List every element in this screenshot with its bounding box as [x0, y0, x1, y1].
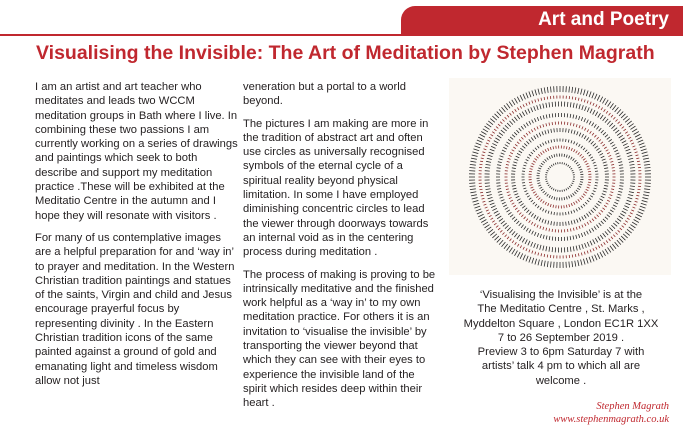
caption-line: artists’ talk 4 pm to which all are — [481, 360, 641, 373]
section-title: Art and Poetry — [538, 9, 669, 30]
header-rule — [0, 34, 404, 36]
author-name: Stephen Magrath — [596, 401, 669, 412]
artwork-image — [449, 78, 671, 275]
caption-line: Preview 3 to 6pm Saturday 7 with — [477, 346, 645, 359]
article-column-2 — [243, 80, 439, 419]
paragraph: I am an artist and art teacher who meditates and leads two WCCM meditation groups in Bath where I live. In combining these two passions I am currently working on a series of drawings and paintings which seek to both describe and support my meditation practice .These will be exhibited at the Meditatio Centre in the autumn and I hope they will resonate with visitors . — [35, 81, 238, 222]
caption-line: 7 to 26 September 2019 . — [497, 331, 625, 344]
article-headline: Visualising the Invisible: The Art of Meditation by Stephen Magrath — [36, 42, 655, 64]
article-column-1 — [35, 80, 239, 396]
caption-line: ‘Visualising the Invisible’ is at the — [479, 289, 643, 301]
author-credit — [553, 400, 669, 426]
paragraph: The process of making is proving to be intrinsically meditative and the finished work helpful as a ‘way in’ to my own meditation practice. For others it is an invitation to ‘visualise the invisible’ by transporting the viewer beyond that which they can see with their eyes to experience the invisible land of the spirit which resides deep within their heart . — [243, 268, 436, 410]
caption-line: The Meditatio Centre , St. Marks , — [477, 303, 645, 316]
exhibition-caption — [443, 288, 679, 388]
paragraph: For many of us contemplative images are a helpful preparation for and ‘way in’ to prayer and meditation. In the Western Christian tradition paintings and statues of the saints, Virgin and child and Jesus encourage prayerful focus by representing divinity . In the Eastern Christian tradition icons of the same painted against a ground of gold and emanating light and timeless wisdom allow not just — [35, 231, 235, 387]
concentric-circles-artwork-icon — [449, 78, 671, 275]
author-website[interactable]: www.stephenmagrath.co.uk — [553, 414, 669, 425]
section-tab — [401, 6, 683, 36]
caption-line: welcome . — [535, 374, 587, 387]
paragraph: veneration but a portal to a world beyond. — [243, 81, 406, 108]
paragraph: The pictures I am making are more in the tradition of abstract art and often use circles as universally recognised symbols of the eternal cycle of a spiritual reality beyond physical limitation. In some I have employed diminishing concentric circles to lead the viewer through doorways towards an internal void as in the centering process during meditation . — [243, 117, 429, 259]
caption-line: Myddelton Square , London EC1R 1XX — [463, 317, 659, 330]
